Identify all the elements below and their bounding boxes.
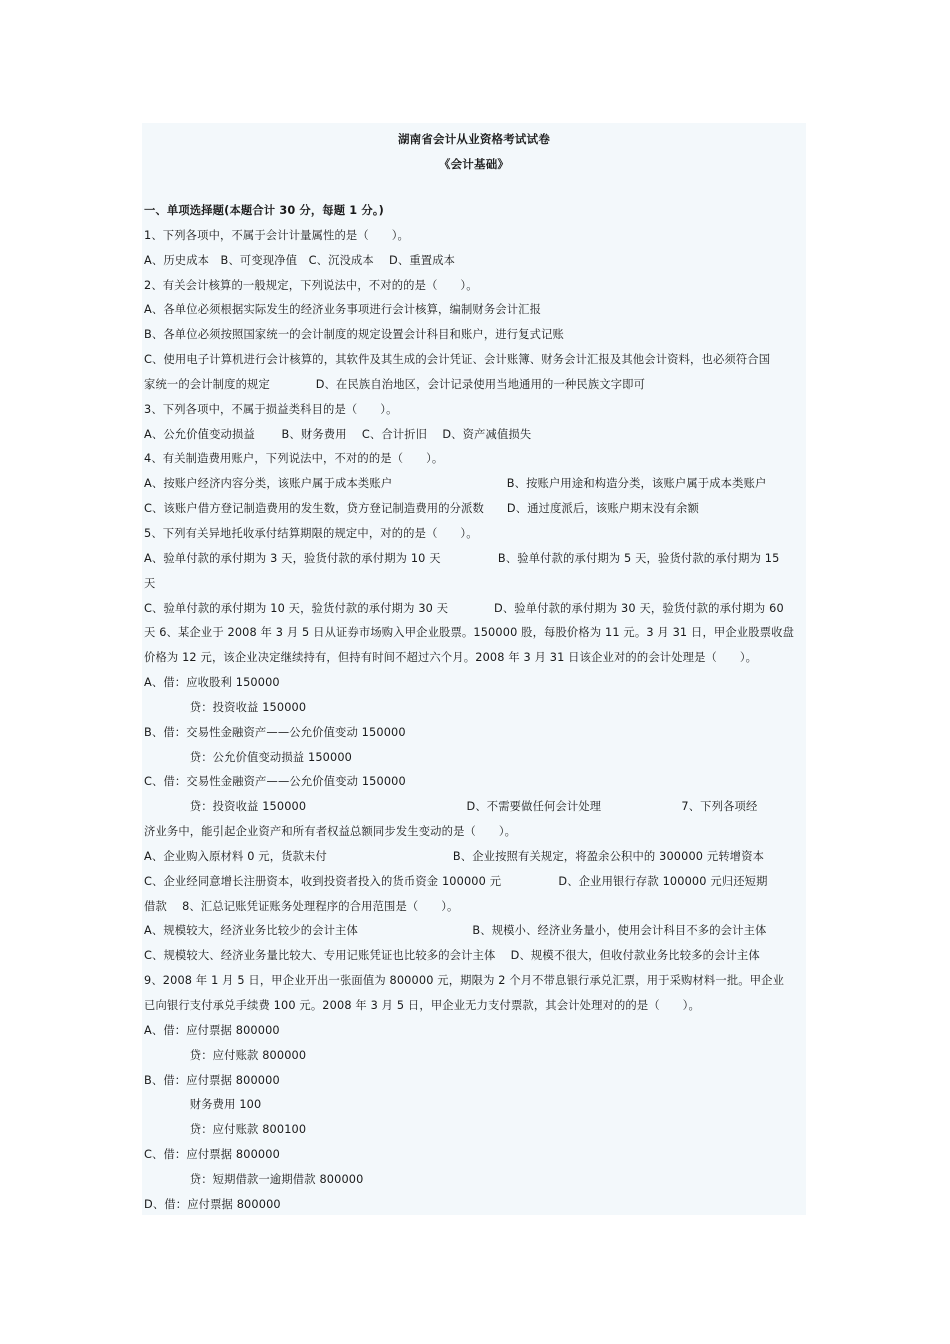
page-title: 湖南省会计从业资格考试试卷 <box>397 132 551 146</box>
text-line: C、借：交易性金融资产——公允价值变动 150000 <box>144 775 406 789</box>
text-line: 家统一的会计制度的规定 D、在民族自治地区，会计记录使用当地通用的一种民族文字即可 <box>144 377 646 391</box>
text-line: D、借：应付票据 800000 <box>144 1197 281 1211</box>
text-line: A、规模较大，经济业务比较少的会计主体 B、规模小、经济业务量小，使用会计科目不多的会计主体 <box>144 924 767 938</box>
text-line: A、公允价值变动损益 B、财务费用 C、合计折旧 D、资产减值损失 <box>144 427 532 441</box>
text-line: C、使用电子计算机进行会计核算的，其软件及其生成的会计凭证、会计账簿、财务会计汇报及其他会计资料，也必须符合国 <box>144 353 771 367</box>
text-line: 价格为 12 元，该企业决定继续持有，但持有时间不超过六个月。2008 年 3 月 31 日该企业对的的会计处理是（ ）。 <box>144 651 758 665</box>
text-line: C、借：应付票据 800000 <box>144 1148 280 1162</box>
text-line: A、历史成本 B、可变现净值 C、沉没成本 D、重置成本 <box>144 253 456 267</box>
text-line: 4、有关制造费用账户，下列说法中，不对的的是（ ）。 <box>144 452 444 466</box>
text-line: 济业务中，能引起企业资产和所有者权益总额同步发生变动的是（ ）。 <box>144 825 517 839</box>
text-line: 3、下列各项中，不属于损益类科目的是（ ）。 <box>144 402 398 416</box>
text-line: 已向银行支付承兑手续费 100 元。2008 年 3 月 5 日，甲企业无力支付票款，其会计处理对的的是（ ）。 <box>144 999 700 1012</box>
text-line: 贷：应付账款 800100 <box>144 1123 307 1137</box>
text-line: 贷：投资收益 150000 D、不需要做任何会计处理 7、下列各项经 <box>144 800 758 814</box>
text-line: 贷：公允价值变动损益 150000 <box>144 750 353 764</box>
text-line: 1、下列各项中，不属于会计计量属性的是（ ）。 <box>144 228 409 242</box>
text-line: C、企业经同意增长注册资本，收到投资者投入的货币资金 100000 元 D、企业用银行存款 100000 元归还短期 <box>144 874 768 888</box>
exam-text <box>144 199 816 1218</box>
text-line: B、各单位必须按照国家统一的会计制度的规定设置会计科目和账户，进行复式记账 <box>144 328 564 342</box>
text-line: 借款 8、汇总记账凭证账务处理程序的合用范围是（ ）。 <box>144 899 459 913</box>
text-line: A、借：应付票据 800000 <box>144 1023 280 1037</box>
text-line: 天 6、某企业于 2008 年 3 月 5 日从证券市场购入甲企业股票。150000 股，每股价格为 11 元。3 月 31 日，甲企业股票收盘 <box>144 626 795 640</box>
text-line: 2、有关会计核算的一般规定，下列说法中，不对的的是（ ）。 <box>144 278 478 292</box>
text-line: 贷：短期借款一逾期借款 800000 <box>144 1172 364 1186</box>
text-line: 9、2008 年 1 月 5 日，甲企业开出一张面值为 800000 元，期限为 2 个月不带息银行承兑汇票，用于采购材料一批。甲企业 <box>144 974 785 988</box>
section-heading: 一、单项选择题(本题合计 30 分，每题 1 分。) <box>144 204 384 217</box>
text-line: 5、下列有关异地托收承付结算期限的规定中，对的的是（ ）。 <box>144 526 478 540</box>
text-line: 贷：投资收益 150000 <box>144 700 307 714</box>
text-line: A、按账户经济内容分类，该账户属于成本类账户 B、按账户用途和构造分类，该账户属于成本类账户 <box>144 477 767 491</box>
page-subtitle: 《会计基础》 <box>438 157 510 171</box>
text-line: 财务费用 100 <box>144 1098 262 1112</box>
text-line: A、企业购入原材料 0 元，货款未付 B、企业按照有关规定，将盈余公积中的 300000 元转增资本 <box>144 849 765 863</box>
text-line: 天 <box>144 576 156 590</box>
text-line: A、各单位必须根据实际发生的经济业务事项进行会计核算，编制财务会计汇报 <box>144 303 542 317</box>
text-line: C、验单付款的承付期为 10 天，验货付款的承付期为 30 天 D、验单付款的承付期为 30 天，验货付款的承付期为 60 <box>144 601 784 615</box>
text-line: B、借：交易性金融资产——公允价值变动 150000 <box>144 725 406 739</box>
text-line: A、验单付款的承付期为 3 天，验货付款的承付期为 10 天 B、验单付款的承付期为 5 天，验货付款的承付期为 15 <box>144 551 780 565</box>
text-line: B、借：应付票据 800000 <box>144 1073 280 1087</box>
text-line: A、借：应收股利 150000 <box>144 676 280 690</box>
text-line: 贷：应付账款 800000 <box>144 1048 307 1062</box>
text-line: C、该账户借方登记制造费用的发生数，贷方登记制造费用的分派数 D、通过度派后，该账户期末没有余额 <box>144 502 699 516</box>
text-line: C、规模较大、经济业务量比较大、专用记账凭证也比较多的会计主体 D、规模不很大，但收付款业务比较多的会计主体 <box>144 949 760 963</box>
